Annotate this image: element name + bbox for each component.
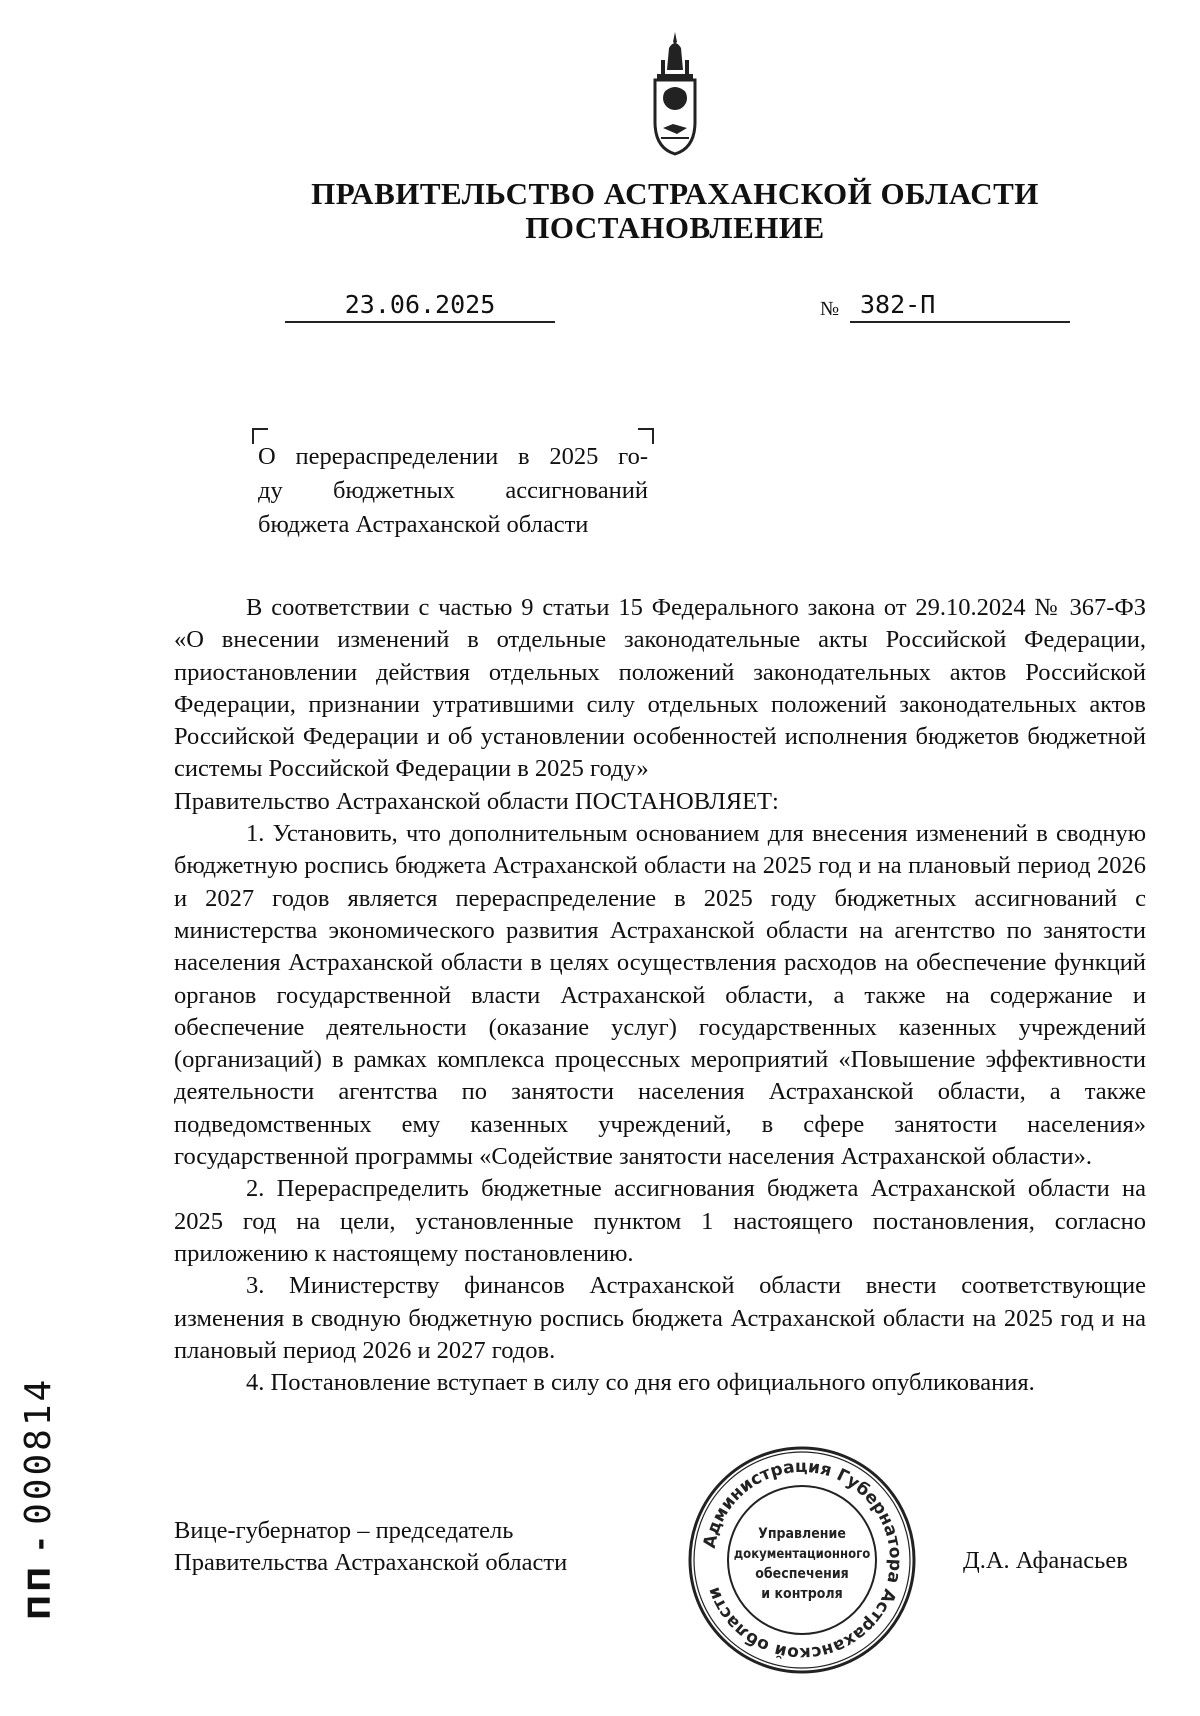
position-line-1: Вице-губернатор – председатель [174, 1517, 514, 1544]
document-type-title: ПОСТАНОВЛЕНИЕ [525, 210, 825, 245]
position-line-2: Правительства Астраханской области [174, 1549, 568, 1576]
resolution-line: Правительство Астраханской области ПОСТАНОВЛЯЕТ: [174, 787, 779, 815]
stamp-center-line: Управление [758, 1526, 846, 1542]
side-mark-number: 000814 [18, 1376, 59, 1525]
document-number: 382-П [850, 290, 1070, 323]
stamp-center-line: обеспечения [755, 1566, 849, 1582]
item-2-paragraph: 2. Перераспределить бюджетные ассигнования бюджета Астраханской области на 2025 год на цели, установленные пунктом 1 настоящего постановления, согласно приложению к настоящему постановлению. [174, 1175, 1146, 1267]
subject-line: О перераспределении в 2025 го- [258, 443, 648, 470]
official-stamp [682, 1440, 922, 1680]
document-date: 23.06.2025 [285, 290, 555, 323]
stamp-ring-text: Администрация Губернатора Астраханской области [699, 1456, 906, 1664]
stamp-center-line: и контроля [761, 1586, 843, 1602]
document-body [174, 592, 1146, 1399]
item-4-paragraph: 4. Постановление вступает в силу со дня его официального опубликования. [246, 1369, 1035, 1397]
registration-side-mark [18, 1360, 68, 1620]
signatory-name: Д.А. Афанасьев [963, 1547, 1128, 1574]
side-mark-prefix: ПП - [23, 1534, 58, 1620]
item-1-paragraph: 1. Установить, что дополнительным основанием для внесения изменений в сводную бюджетную роспись бюджета Астраханской области на 2025 год и на плановый период 2026 и 2027 годов является перераспределение в 2025 году бюджетных ассигнований с министерства экономического развития Астраханской области на агентство по занятости населения Астраханской области в целях осуществления расходов на обеспечение функций органов государственной власти Астраханской области, а также на содержание и обеспечение деятельности (оказание услуг) государственных казенных учреждений (организаций) в рамках комплекса процессных мероприятий «Повышение эффективности деятельности агентства по занятости населения Астраханской области, а также подведомственных ему казенных учреждений, в сфере занятости населения» государственной программы «Содействие занятости населения Астраханской области». [174, 820, 1146, 1171]
stamp-center-line: документационного [733, 1547, 871, 1562]
subject-block [258, 440, 648, 542]
subject-line: ду бюджетных ассигнований [258, 477, 648, 504]
signatory-position [174, 1515, 567, 1579]
number-label: № [820, 298, 840, 320]
item-3-paragraph: 3. Министерству финансов Астраханской области внести соответствующие изменения в сводную бюджетную роспись бюджета Астраханской области на 2025 год и на плановый период 2026 и 2027 годов. [174, 1272, 1146, 1364]
intro-paragraph: В соответствии с частью 9 статьи 15 Федерального закона от 29.10.2024 № 367-ФЗ «О внесении изменений в отдельные законодательные акты Российской Федерации, приостановлении действия отдельных положений законодательных актов Российской Федерации, признании утратившими силу отдельных положений законодательных актов Российской Федерации и об установлении особенностей исполнения бюджетов бюджетной системы Российской Федерации в 2025 году» [174, 594, 1146, 783]
organization-title: ПРАВИТЕЛЬСТВО АСТРАХАНСКОЙ ОБЛАСТИ [311, 176, 1039, 211]
subject-line: бюджета Астраханской области [258, 511, 589, 538]
coat-of-arms-emblem [639, 30, 711, 158]
